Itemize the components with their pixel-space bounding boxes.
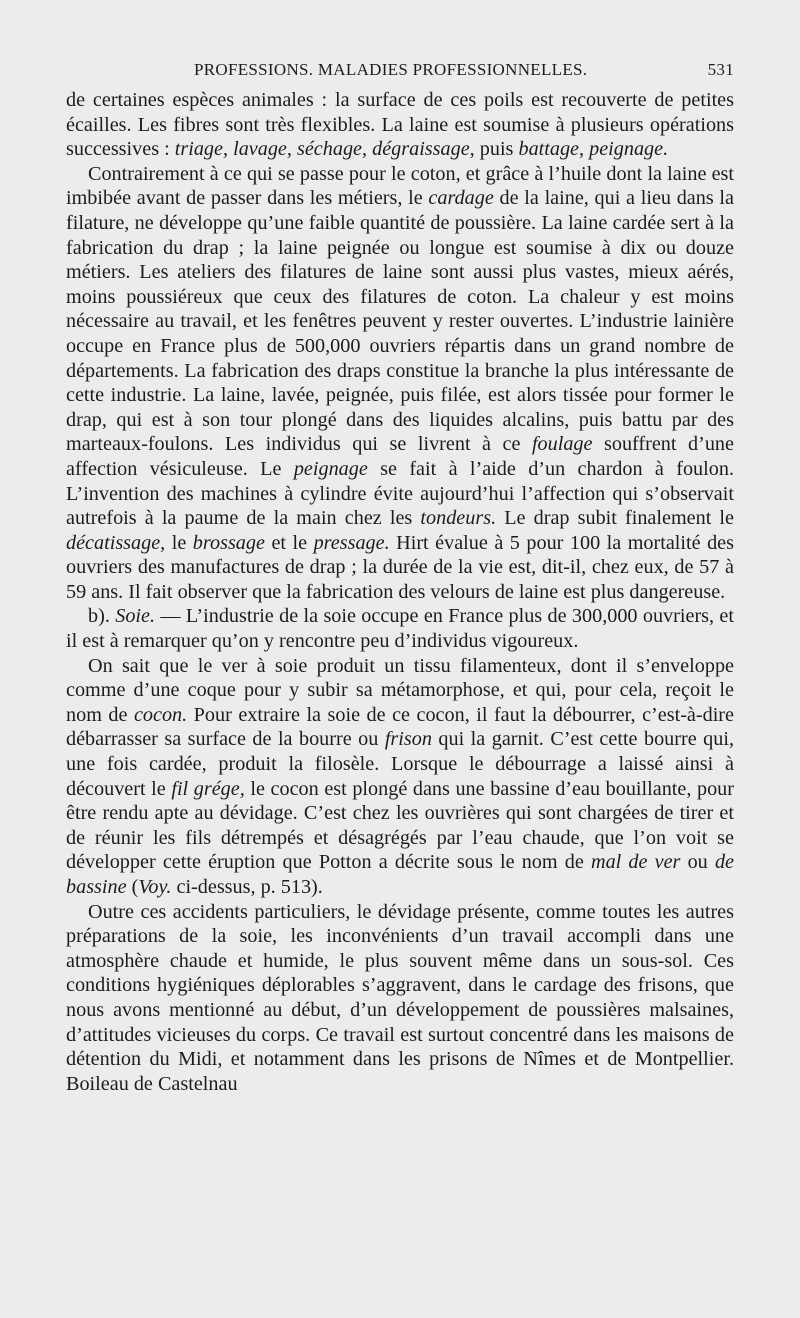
italic-term: pressage. — [313, 531, 390, 554]
text-run: qui la garnit. C’est cette bourre qui, une fois cardée, produit la filosèle. Lorsque le débourrage a laissé ainsi à découvert le — [66, 728, 734, 800]
text-run: ( — [126, 876, 139, 898]
text-run: et le — [264, 531, 314, 554]
paragraph — [66, 900, 734, 1097]
running-title: PROFESSIONS. MALADIES PROFESSIONNELLES. — [194, 60, 588, 79]
paragraph — [66, 162, 734, 605]
italic-term: cocon. — [133, 703, 188, 726]
paragraph — [66, 604, 734, 653]
italic-term: Voy. — [138, 876, 172, 898]
text-run: se fait à l’aide d’un chardon à foulon. L’invention des machines à cylindre évite aujourd’hui l’affection qui s’observait autrefois à la paume de la main chez les — [66, 457, 734, 530]
italic-term: foulage — [531, 433, 593, 456]
text-run: le — [165, 531, 193, 554]
text-run: de certaines espèces animales : la surface de ces poils est recouverte de petites écailles. Les fibres sont très flexibles. La laine est soumise à plusieurs opérations successives : — [66, 89, 734, 161]
text-run: ou — [680, 851, 715, 874]
page-number: 531 — [707, 60, 734, 79]
text-run: de la laine, qui a lieu dans la filature, ne développe qu’une faible quantité de poussière. La laine cardée sert à la fabrication du drap ; la laine peignée ou longue est soumise à dix ou douze métiers. Les ateliers des filatures de laine sont aussi plus vastes, mieux aérés, moins poussiéreux que ceux des filatures de coton. La chaleur y est moins nécessaire au travail, et les fenêtres peuvent y rester ouvertes. L’industrie lainière occupe en France plus de 500,000 ouvriers répartis dans un grand nombre de départements. La fabrication des draps constitue la branche la plus intéressante de cette industrie. La laine, lavée, peignée, puis filée, est alors tissée pour former le drap, qui est à son tour plongé dans des liquides alcalins, puis battu par des marteaux-foulons. Les individus qui se livrent à ce — [66, 187, 734, 456]
italic-term: peignage — [293, 457, 368, 480]
text-run: Contrairement à ce qui se passe pour le coton, et grâce à l’huile dont la laine est imbibée avant de passer dans les métiers, le — [66, 162, 734, 210]
italic-term: frison — [384, 728, 432, 751]
italic-term: tondeurs. — [420, 507, 497, 530]
running-header — [66, 60, 734, 86]
italic-term: Soie. — [115, 605, 156, 628]
text-run: le cocon est plongé dans une bassine d’eau bouillante, pour être rendu apte au dévidage. C’est chez les ouvrières qui sont chargées de tirer et de réunir les fils détrempés et désagrégés par l’eau chaude, que l’on voit se développer cette éruption que Potton a décrite sous le nom de — [66, 777, 735, 874]
text-run: souffrent d’une affection vésiculeuse. Le — [66, 433, 734, 480]
italic-term: cardage — [428, 187, 494, 210]
italic-term: décatissage, — [66, 531, 166, 554]
paragraph — [66, 88, 734, 162]
text-run: Outre ces accidents particuliers, le dévidage présente, comme toutes les autres préparations de la soie, les inconvénients d’un travail accompli dans une atmosphère chaude et humide, le plus souvent même dans un sous-sol. Ces conditions hygiéniques déplorables s’aggravent, dans le cardage des frisons, que nous avons mentionné au début, d’un développement de poussières malsaines, d’attitudes vicieuses du corps. Ce travail est surtout concentré dans les maisons de détention du Midi, et notamment dans les prisons de Nîmes et de Montpellier. Boileau de Castelnau — [66, 900, 734, 1095]
text-run: — L’industrie de la soie occupe en France plus de 300,000 ouvriers, et il est à remarquer qu’on y rencontre peu d’individus vigoureux. — [66, 605, 734, 653]
italic-term: de bassine — [66, 851, 734, 898]
text-run: Pour extraire la soie de ce cocon, il faut la débourrer, c’est-à-dire débarrasser sa surface de la bourre ou — [66, 703, 734, 751]
paragraph — [66, 654, 734, 900]
italic-term: mal de ver — [590, 851, 681, 874]
text-run: Hirt évalue à 5 pour 100 la mortalité des ouvriers des manufactures de drap ; la durée de la vie est, dit-il, chez eux, de 57 à 59 ans. Il fait observer que la fabrication des velours de laine est plus dangereuse. — [66, 531, 734, 603]
text-run: On sait que le ver à soie produit un tissu filamenteux, dont il s’enveloppe comme d’une coque pour y subir sa métamorphose, et qui, pour cela, reçoit le nom de — [66, 654, 734, 726]
text-run: b). — [88, 605, 116, 628]
body-text — [66, 88, 734, 1096]
italic-term: battage, peignage. — [518, 138, 669, 161]
italic-term: brossage — [192, 531, 265, 554]
italic-term: fil grége, — [171, 777, 245, 800]
text-run: ci-dessus, p. 513). — [171, 876, 323, 898]
text-run: puis — [474, 138, 519, 161]
text-run: Le drap subit finalement le — [496, 507, 735, 530]
italic-term: triage, lavage, séchage, dégraissage, — [174, 138, 475, 161]
